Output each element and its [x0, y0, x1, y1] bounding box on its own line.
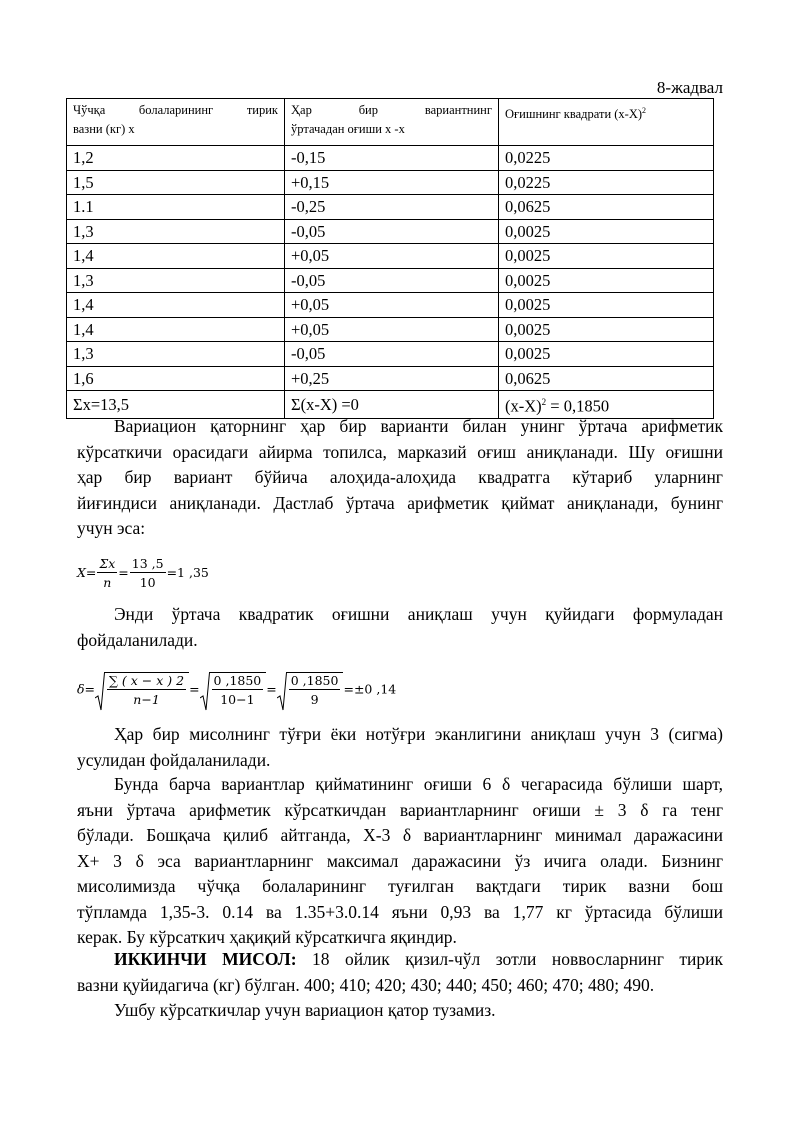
formula-symbol: =	[189, 681, 200, 697]
table-cell: 0,0025	[499, 317, 714, 342]
fraction	[97, 556, 117, 591]
table-cell: 0,0225	[499, 170, 714, 195]
formula-result: =1 ,35	[166, 565, 209, 580]
text-line: Ҳар бир мисолнинг тўғри ёки нотўғри эканлигини аниқлаш учун 3 (сигма)	[114, 724, 723, 744]
table-cell: 1,4	[67, 293, 285, 318]
data-table	[66, 98, 714, 419]
fraction	[212, 673, 264, 708]
text-line: Вариацион қаторнинг ҳар бир варианти билан унинг ўртача арифметик	[114, 416, 723, 436]
text-line: Энди ўртача квадратик оғишни аниқлаш учун қуйидаги формуладан	[114, 604, 723, 624]
table-cell: 1.1	[67, 195, 285, 220]
text-line: вазни қуйидагича (кг) бўлган. 400; 410; 420; 430; 440; 450; 460; 470; 480; 490.	[77, 974, 655, 995]
fraction-numerator: 13 ,5	[131, 556, 164, 571]
table-cell: 0,0025	[499, 268, 714, 293]
table-cell: 0,0025	[499, 342, 714, 367]
fraction-numerator: 0 ,1850	[213, 673, 262, 688]
table-caption: 8-жадвал	[656, 78, 723, 97]
formula-symbol: X	[77, 565, 86, 580]
formula-symbol: =	[85, 565, 97, 580]
superscript: 2	[642, 106, 647, 115]
table-cell: 1,4	[67, 244, 285, 269]
text-line: Ушбу кўрсаткичлар учун вариацион қатор тузамиз.	[114, 1000, 496, 1020]
table-cell: 0,0025	[499, 293, 714, 318]
table-row	[67, 219, 714, 244]
text-line	[77, 947, 723, 973]
table-cell: -0,05	[285, 219, 499, 244]
fraction-denominator: n−1	[133, 692, 160, 707]
std-dev-formula	[77, 672, 396, 708]
table-cell: 1,3	[67, 342, 285, 367]
fraction-numerator: ∑ ( x − x ) 2	[109, 673, 185, 688]
header-text: Оғишнинг квадрати (х-Х)	[505, 107, 643, 122]
mean-formula	[77, 556, 209, 591]
example-heading: ИККИНЧИ МИСОЛ:	[114, 949, 297, 969]
text-line: ҳар бир вариант бўйича алоҳида-алоҳида квадратга кўтариб уларнинг	[77, 467, 723, 487]
table-cell: 0,0025	[499, 219, 714, 244]
table-cell: 0,0025	[499, 244, 714, 269]
table-row	[67, 342, 714, 367]
fraction-numerator: Σx	[99, 556, 116, 571]
table-row	[67, 170, 714, 195]
fraction-denominator: 10−1	[220, 692, 255, 707]
header-cell	[499, 99, 714, 146]
text-line: учун эса:	[77, 518, 146, 538]
table-row	[67, 268, 714, 293]
formula-result: =±0 ,14	[343, 681, 397, 697]
square-root	[200, 672, 267, 708]
paragraph-3	[77, 722, 723, 773]
table-row	[67, 366, 714, 391]
superscript: 2	[541, 397, 547, 407]
square-root	[95, 672, 189, 708]
formula-symbol: =	[84, 681, 96, 697]
cell-text: = 0,1850	[546, 396, 610, 416]
table-cell: 1,6	[67, 366, 285, 391]
radicand	[104, 672, 189, 708]
paragraph-2	[77, 602, 723, 653]
header-text: вазни (кг) х	[73, 122, 135, 136]
header-cell	[67, 99, 285, 146]
header-cell	[285, 99, 499, 146]
radicand	[209, 672, 267, 708]
radical-sign	[200, 672, 210, 712]
header-text: Ҳар бир вариантнинг	[291, 103, 492, 117]
header-text: ўртачадан оғиши х -х	[291, 122, 405, 136]
radicand	[286, 672, 344, 708]
text-line: кўрсаткичи орасидаги айирма топилса, марказий оғиш аниқланади. Шу оғишни	[77, 441, 723, 462]
table-cell: +0,05	[285, 293, 499, 318]
fraction	[289, 673, 341, 708]
table-cell: 0,0625	[499, 366, 714, 391]
paragraph-6	[77, 998, 723, 1024]
fraction-denominator: 9	[310, 692, 319, 707]
text-line: яъни ўртача арифметик кўрсаткичдан вариантларнинг оғиши ± 3 δ га тенг	[77, 799, 723, 820]
table-row	[67, 244, 714, 269]
table-cell: 1,3	[67, 268, 285, 293]
table-row	[67, 317, 714, 342]
text-line: бўлади. Бошқача қилиб айтганда, Х-3 δ вариантларнинг минимал даражасини	[77, 825, 723, 845]
text-line: усулидан фойдаланилади.	[77, 749, 271, 770]
table-cell: 0,0225	[499, 146, 714, 171]
text-line: фойдаланилади.	[77, 629, 198, 650]
paragraph-5	[77, 947, 723, 998]
header-text: Чўчқа болаларининг тирик	[73, 103, 278, 117]
table-row	[67, 293, 714, 318]
fraction-numerator: 0 ,1850	[290, 673, 339, 688]
text-line: Х+ 3 δ эса вариантларнинг максимал даражасини ўз ичига олади. Бизнинг	[77, 850, 723, 871]
table-cell: 1,4	[67, 317, 285, 342]
text-line: мисолимизда чўчқа болаларининг туғилган вақтдаги тирик вазни бош	[77, 876, 723, 896]
fraction	[107, 673, 186, 708]
formula-symbol: δ	[77, 681, 85, 697]
table-cell: -0,15	[285, 146, 499, 171]
table-cell: 1,2	[67, 146, 285, 171]
text-line: йиғиндиси аниқланади. Дастлаб ўртача арифметик қиймат аниқланади, бунинг	[77, 492, 723, 513]
radical-sign	[95, 672, 105, 712]
paragraph-1	[77, 414, 723, 542]
text-fragment: 18 ойлик қизил-чўл зотли новвосларнинг тирик	[296, 949, 723, 969]
text-line: тўпламда 1,35-3. 0.14 ва 1.35+3.0.14 яъни 0,93 ва 1,77 кг ўртасида бўлиши	[77, 901, 723, 922]
table-body	[67, 146, 714, 391]
text-line: Бунда барча вариантлар қийматининг оғиши 6 δ чегарасида бўлиши шарт,	[114, 774, 723, 794]
table-cell: Σх=13,5	[67, 391, 285, 419]
table-cell: +0,15	[285, 170, 499, 195]
square-root	[277, 672, 344, 708]
table-cell: +0,05	[285, 244, 499, 269]
table-cell: -0,05	[285, 268, 499, 293]
table-cell: 1,3	[67, 219, 285, 244]
table-cell: 1,5	[67, 170, 285, 195]
radical-sign	[277, 672, 287, 712]
fraction-denominator: n	[103, 575, 112, 590]
paragraph-4	[77, 772, 723, 951]
table-header-row	[67, 99, 714, 146]
table-cell: 0,0625	[499, 195, 714, 220]
text-line: керак. Бу кўрсаткич ҳақиқий кўрсаткичга яқиндир.	[77, 927, 457, 947]
table-row	[67, 195, 714, 220]
table-cell: Σ(х-Х) =0	[285, 391, 499, 419]
formula-symbol: =	[118, 565, 129, 580]
table-cell: +0,05	[285, 317, 499, 342]
cell-text: (х-Х)	[505, 396, 542, 416]
table-cell: -0,05	[285, 342, 499, 367]
table-row	[67, 146, 714, 171]
fraction	[130, 556, 166, 591]
formula-symbol: =	[266, 681, 277, 697]
table-cell: +0,25	[285, 366, 499, 391]
table-cell: -0,25	[285, 195, 499, 220]
fraction-denominator: 10	[139, 575, 156, 590]
